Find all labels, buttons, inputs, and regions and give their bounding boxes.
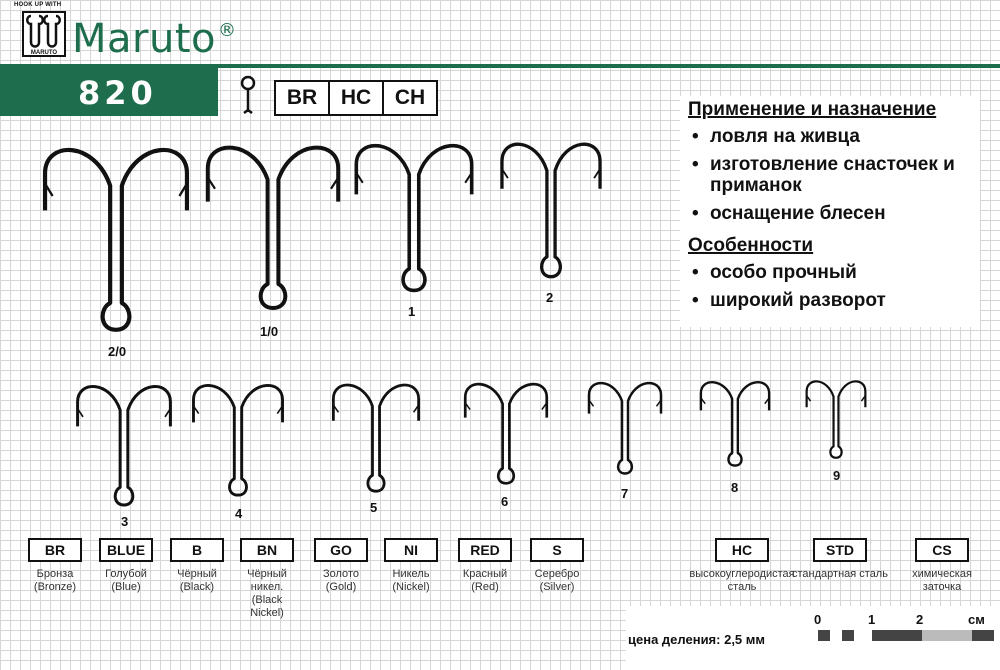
scale-mark: 0 [814,612,822,627]
code-item [894,538,990,594]
hook-size-label: 7 [621,486,629,501]
scale-unit: см [968,612,985,627]
logo-mark-text: MARUTO [30,50,58,56]
double-hook-icon [698,372,772,468]
double-hook-icon [586,372,664,476]
code-box: RED [458,538,512,562]
spec-code: HC [330,82,384,114]
code-item [792,538,888,581]
hook-size-label: 2/0 [108,344,127,359]
code-desc: Чёрный никел. (Black Nickel) [247,568,287,619]
code-desc: Красный (Red) [462,568,508,593]
spec-codes [274,80,438,116]
scale-mark: 2 [916,612,924,627]
code-desc: Никель (Nickel) [392,568,430,593]
spec-code: CH [394,86,426,109]
double-hook-icon [498,128,604,280]
hook-size-label: 5 [370,500,378,515]
code-item [95,538,157,594]
logo-tagline: HOOK UP WITH [14,2,62,8]
double-hook-icon [352,128,476,294]
code-desc: стандартная сталь [792,568,888,580]
application-title: Применение и назначение [688,99,937,120]
scale-mark: 1 [868,612,876,627]
code-desc: Бронза (Bronze) [33,568,77,593]
code-item [310,538,372,594]
double-hook-icon [40,128,192,334]
code-box: BN [240,538,294,562]
info-panel [680,96,980,327]
brand-name: Maruto ® [72,16,237,62]
code-item [24,538,86,594]
code-box: BR [28,538,82,562]
list-item: • оснащение блесен [688,203,980,224]
code-desc: высокоуглеродистая сталь [689,568,795,593]
hook-size-label: 2 [546,290,554,305]
code-desc: химическая заточка [912,568,972,593]
code-desc: Чёрный (Black) [177,568,217,593]
hook-size-label: 8 [731,480,739,495]
ringed-eye-icon [238,74,258,116]
hook-size-label: 1 [408,304,416,319]
double-hook-icon [190,372,286,498]
code-item [526,538,588,594]
list-item: • широкий разворот [688,290,980,311]
scale-caption: цена деления: 2,5 мм [628,632,766,647]
list-item: • ловля на живца [688,126,980,147]
hook-size-label: 3 [121,514,129,529]
code-item [166,538,228,594]
features-list [688,262,980,311]
hook-size-label: 1/0 [260,324,279,339]
code-box: GO [314,538,368,562]
application-list [688,126,980,224]
list-item: • особо прочный [688,262,980,283]
hook-size-label: 6 [501,494,509,509]
code-box: B [170,538,224,562]
double-hook-icon [74,372,174,508]
code-desc: Золото (Gold) [323,568,359,593]
scale-ruler [818,630,994,641]
code-item [236,538,298,620]
code-item [454,538,516,594]
double-hook-icon [462,372,550,486]
list-item: • изготовление снасточек и приманок [688,154,980,196]
code-box: HC [715,538,769,562]
spec-code: BR [276,82,330,114]
model-number: 820 [78,74,157,112]
code-box: S [530,538,584,562]
code-item [684,538,800,594]
double-hook-icon [330,372,422,494]
double-hook-icon [804,372,868,460]
code-box: CS [915,538,969,562]
hook-size-label: 9 [833,468,841,483]
code-item [380,538,442,594]
code-desc: Голубой (Blue) [105,568,147,593]
features-title: Особенности [688,235,814,256]
code-box: STD [813,538,867,562]
code-box: BLUE [99,538,153,562]
code-box: NI [384,538,438,562]
double-hook-icon [203,128,343,312]
code-desc: Серебро (Silver) [534,568,580,593]
hook-size-label: 4 [235,506,243,521]
